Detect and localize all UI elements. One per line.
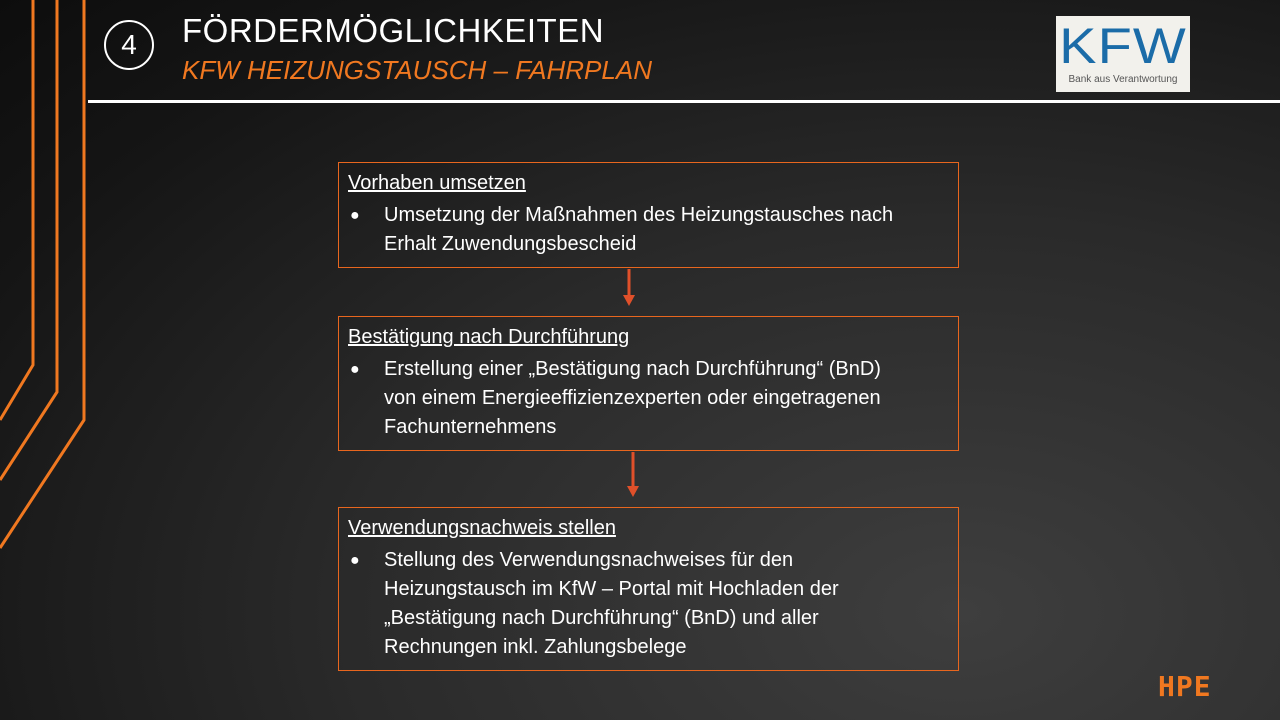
step-text-line: von einem Energieeffizienzexperten oder eingetragenen: [384, 387, 881, 409]
step-box-verwendungsnachweis: [338, 507, 959, 671]
kfw-logo-mark: KFW: [1059, 18, 1187, 74]
step-text-line: Erhalt Zuwendungsbescheid: [384, 233, 637, 255]
bullet-icon: ●: [350, 361, 360, 378]
arrow-down-icon: [621, 269, 637, 307]
step-box-vorhaben-umsetzen: [338, 162, 959, 268]
step-text-line: Umsetzung der Maßnahmen des Heizungstausches nach: [384, 204, 894, 226]
step-text-line: „Bestätigung nach Durchführung“ (BnD) und aller: [384, 607, 819, 629]
step-text-line: Stellung des Verwendungsnachweises für den: [384, 549, 794, 571]
step-text-line: Rechnungen inkl. Zahlungsbelege: [384, 636, 687, 658]
hpe-logo: HPE: [1158, 670, 1212, 703]
step-heading: Vorhaben umsetzen: [348, 172, 526, 194]
kfw-logo: [1056, 16, 1190, 92]
bullet-icon: ●: [350, 207, 360, 224]
page-subtitle: KFW HEIZUNGSTAUSCH – FAHRPLAN: [182, 55, 652, 85]
step-box-bestaetigung: [338, 316, 959, 451]
step-bullet-item: [348, 355, 949, 442]
step-text-line: Erstellung einer „Bestätigung nach Durchführung“ (BnD): [384, 358, 881, 380]
step-number: 4: [121, 29, 137, 60]
step-text-line: Heizungstausch im KfW – Portal mit Hochladen der: [384, 578, 839, 600]
kfw-logo-tagline: Bank aus Verantwortung: [1068, 74, 1178, 85]
step-heading: Verwendungsnachweis stellen: [348, 517, 616, 539]
decorative-lines: [0, 0, 100, 720]
step-number-badge: [104, 20, 154, 70]
step-text-line: Fachunternehmens: [384, 416, 557, 438]
step-bullet-item: [348, 201, 949, 259]
bullet-icon: ●: [350, 552, 360, 569]
step-heading: Bestätigung nach Durchführung: [348, 326, 630, 348]
arrow-down-icon: [625, 452, 641, 498]
page-title: FÖRDERMÖGLICHKEITEN: [182, 12, 605, 49]
step-bullet-item: [348, 546, 949, 662]
header-divider: [88, 100, 1280, 103]
